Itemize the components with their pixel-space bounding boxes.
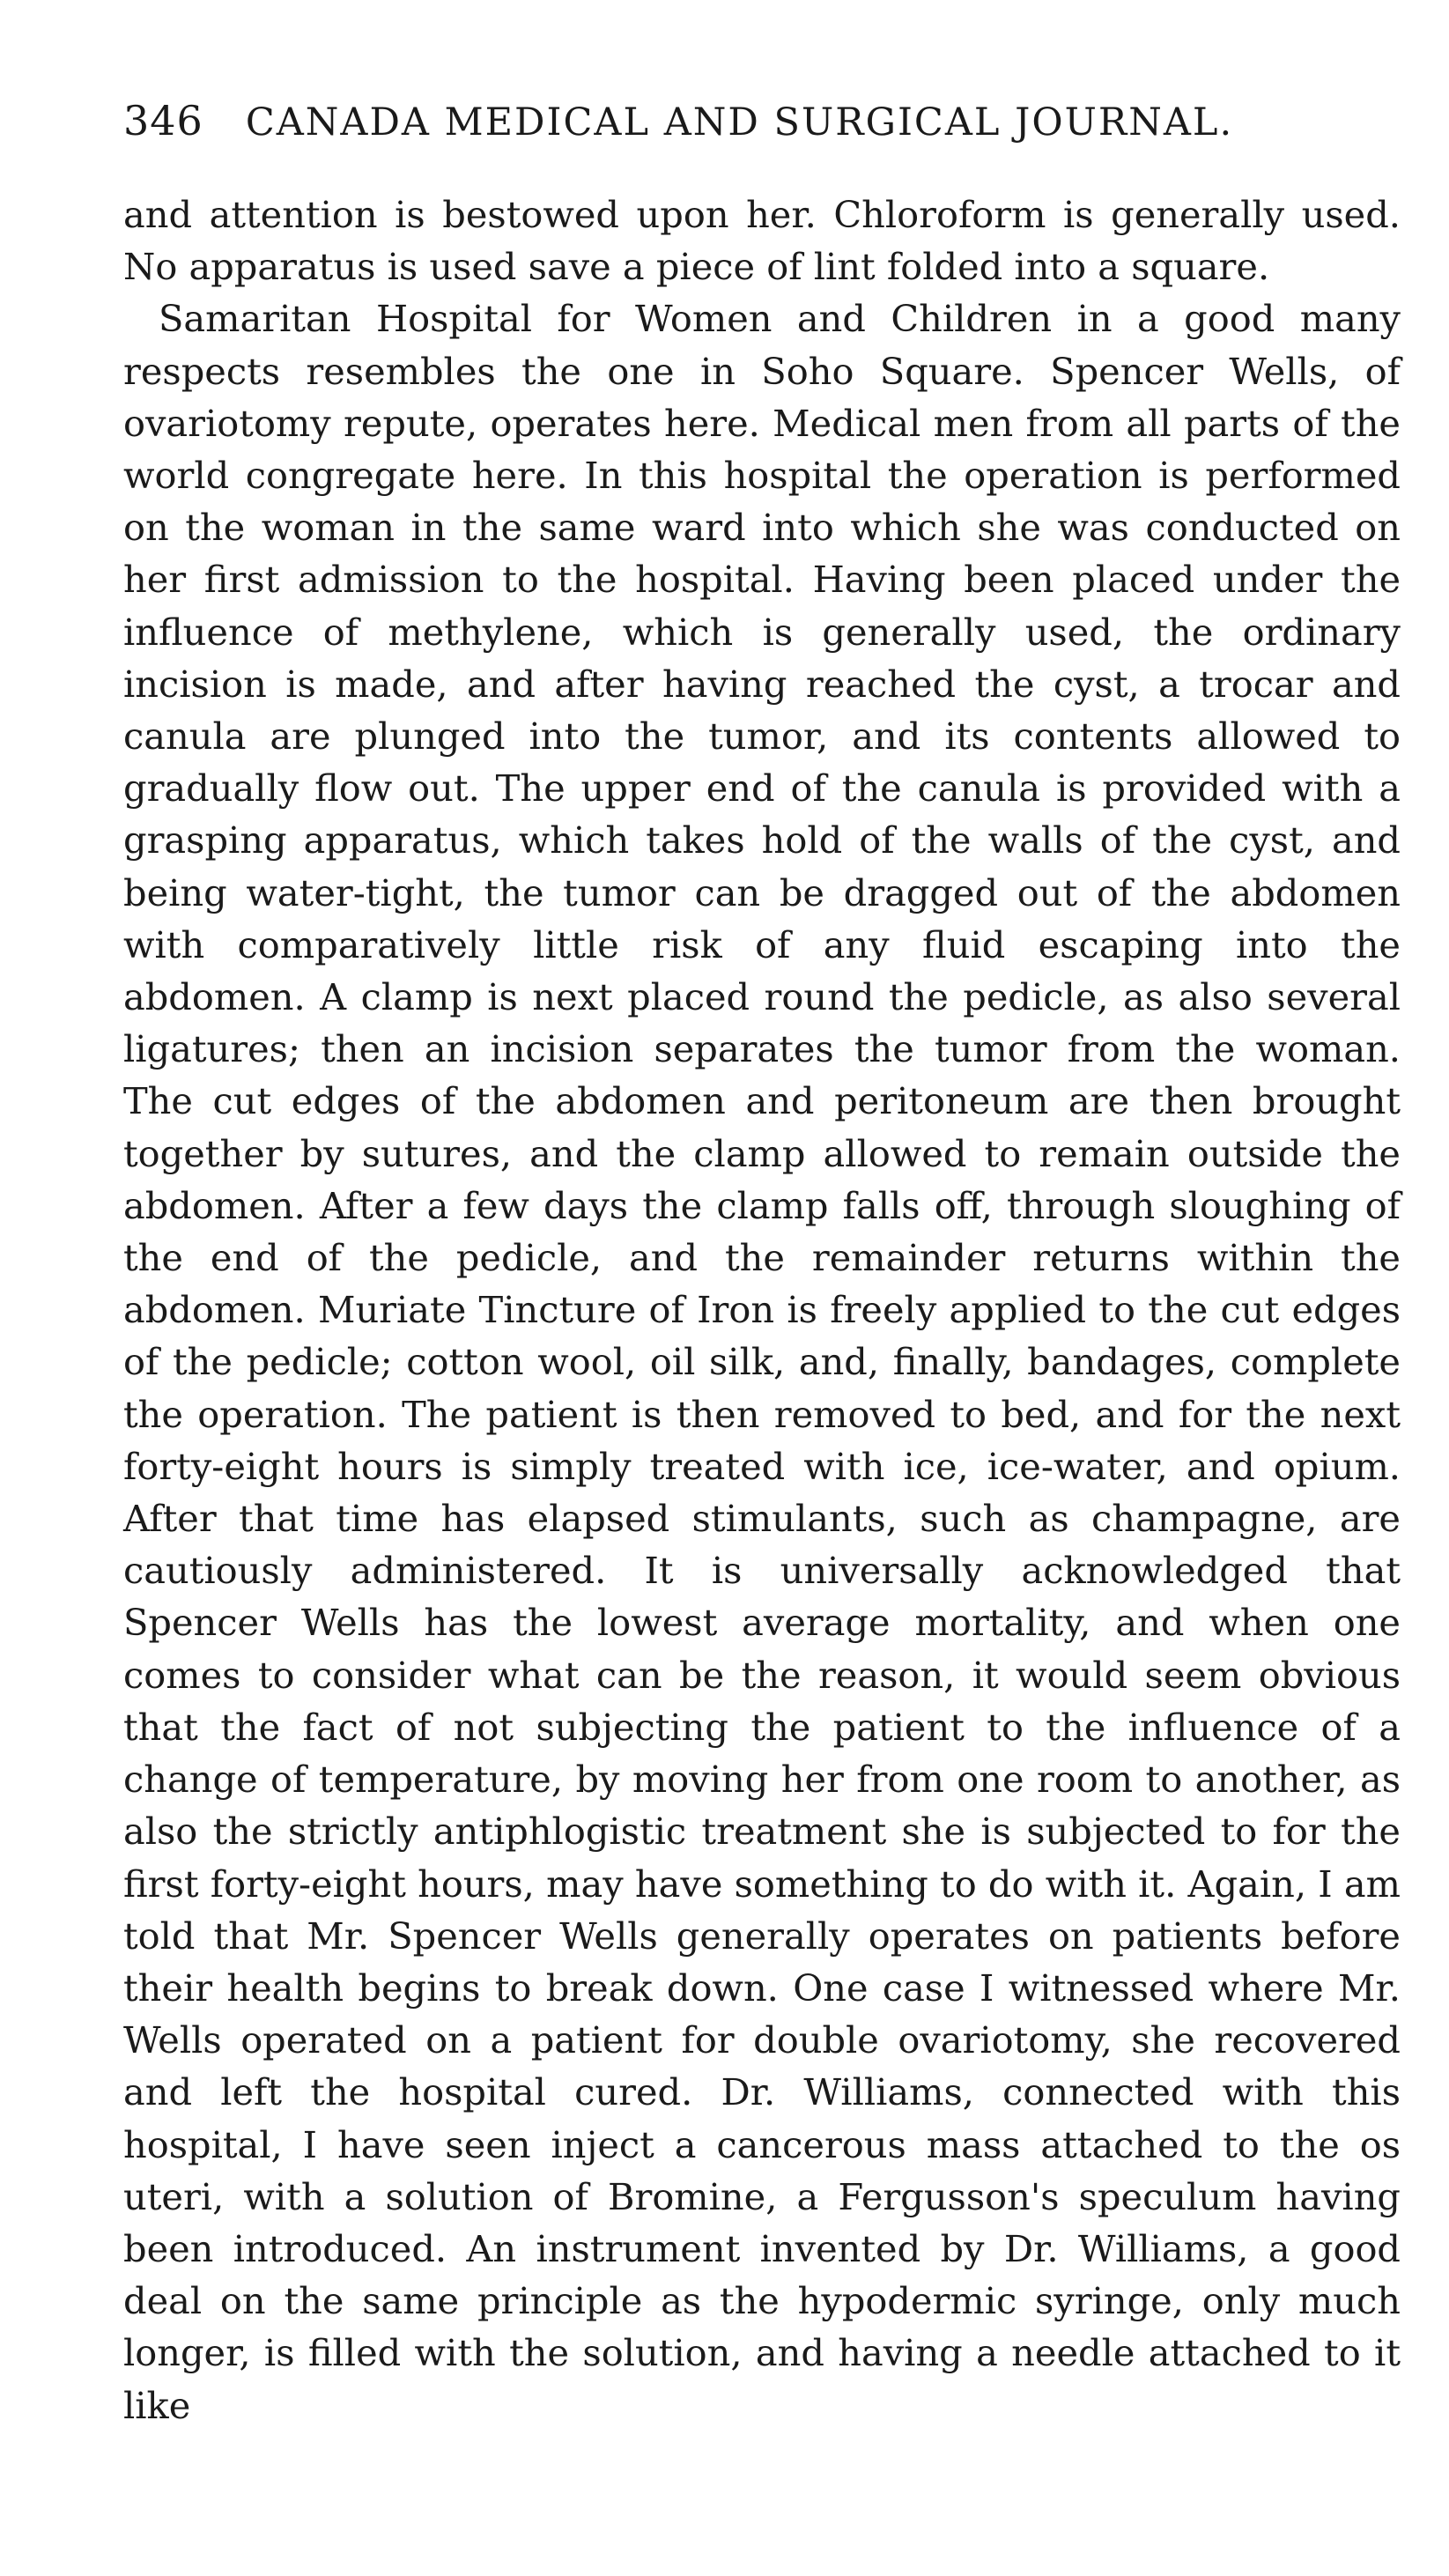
paragraph-continuation: and attention is bestowed upon her. Chloroform is generally used. No apparatus is used save a piece of lint folded into a square.	[123, 193, 1401, 289]
article-body	[123, 189, 1401, 2432]
journal-title: CANADA MEDICAL AND SURGICAL JOURNAL.	[245, 100, 1234, 144]
running-head	[123, 97, 1401, 167]
page-number: 346	[123, 97, 203, 144]
journal-page	[123, 97, 1401, 2432]
paragraph-samaritan-hospital: Samaritan Hospital for Women and Children in a good many respects resembles the one in Soho Square. Spencer Wells, of ovariotomy repute, operates here. Medical men from all parts of the world congregate here. In this hospital the operation is performed on the woman in the same ward into which she was conducted on her first admission to the hospital. Having been placed under the influence of methylene, which is generally used, the ordinary incision is made, and after having reached the cyst, a trocar and canula are plunged into the tumor, and its contents allowed to gradually flow out. The upper end of the canula is provided with a grasping apparatus, which takes hold of the walls of the cyst, and being water-tight, the tumor can be dragged out of the abdomen with comparatively little risk of any fluid escaping into the abdomen. A clamp is next placed round the pedicle, as also several ligatures; then an incision separates the tumor from the woman. The cut edges of the abdomen and peritoneum are then brought together by sutures, and the clamp allowed to remain outside the abdomen. After a few days the clamp falls off, through sloughing of the end of the pedicle, and the remainder returns within the abdomen. Muriate Tincture of Iron is freely applied to the cut edges of the pedicle; cotton wool, oil silk, and, finally, bandages, complete the operation. The patient is then removed to bed, and for the next forty-eight hours is simply treated with ice, ice-water, and opium. After that time has elapsed stimulants, such as champagne, are cautiously administered. It is universally acknowledged that Spencer Wells has the lowest average mortality, and when one comes to consider what can be the reason, it would seem obvious that the fact of not subjecting the patient to the influence of a change of temperature, by moving her from one room to another, as also the strictly antiphlogistic treatment she is subjected to for the first forty-eight hours, may have something to do with it. Again, I am told that Mr. Spencer Wells generally operates on patients before their health begins to break down. One case I witnessed where Mr. Wells operated on a patient for double ovariotomy, she recovered and left the hospital cured. Dr. Williams, connected with this hospital, I have seen inject a cancerous mass attached to the os uteri, with a solution of Bromine, a Fergusson's speculum having been introduced. An instrument invented by Dr. Williams, a good deal on the same principle as the hypodermic syringe, only much longer, is filled with the solution, and having a needle attached to it like	[123, 297, 1401, 2427]
